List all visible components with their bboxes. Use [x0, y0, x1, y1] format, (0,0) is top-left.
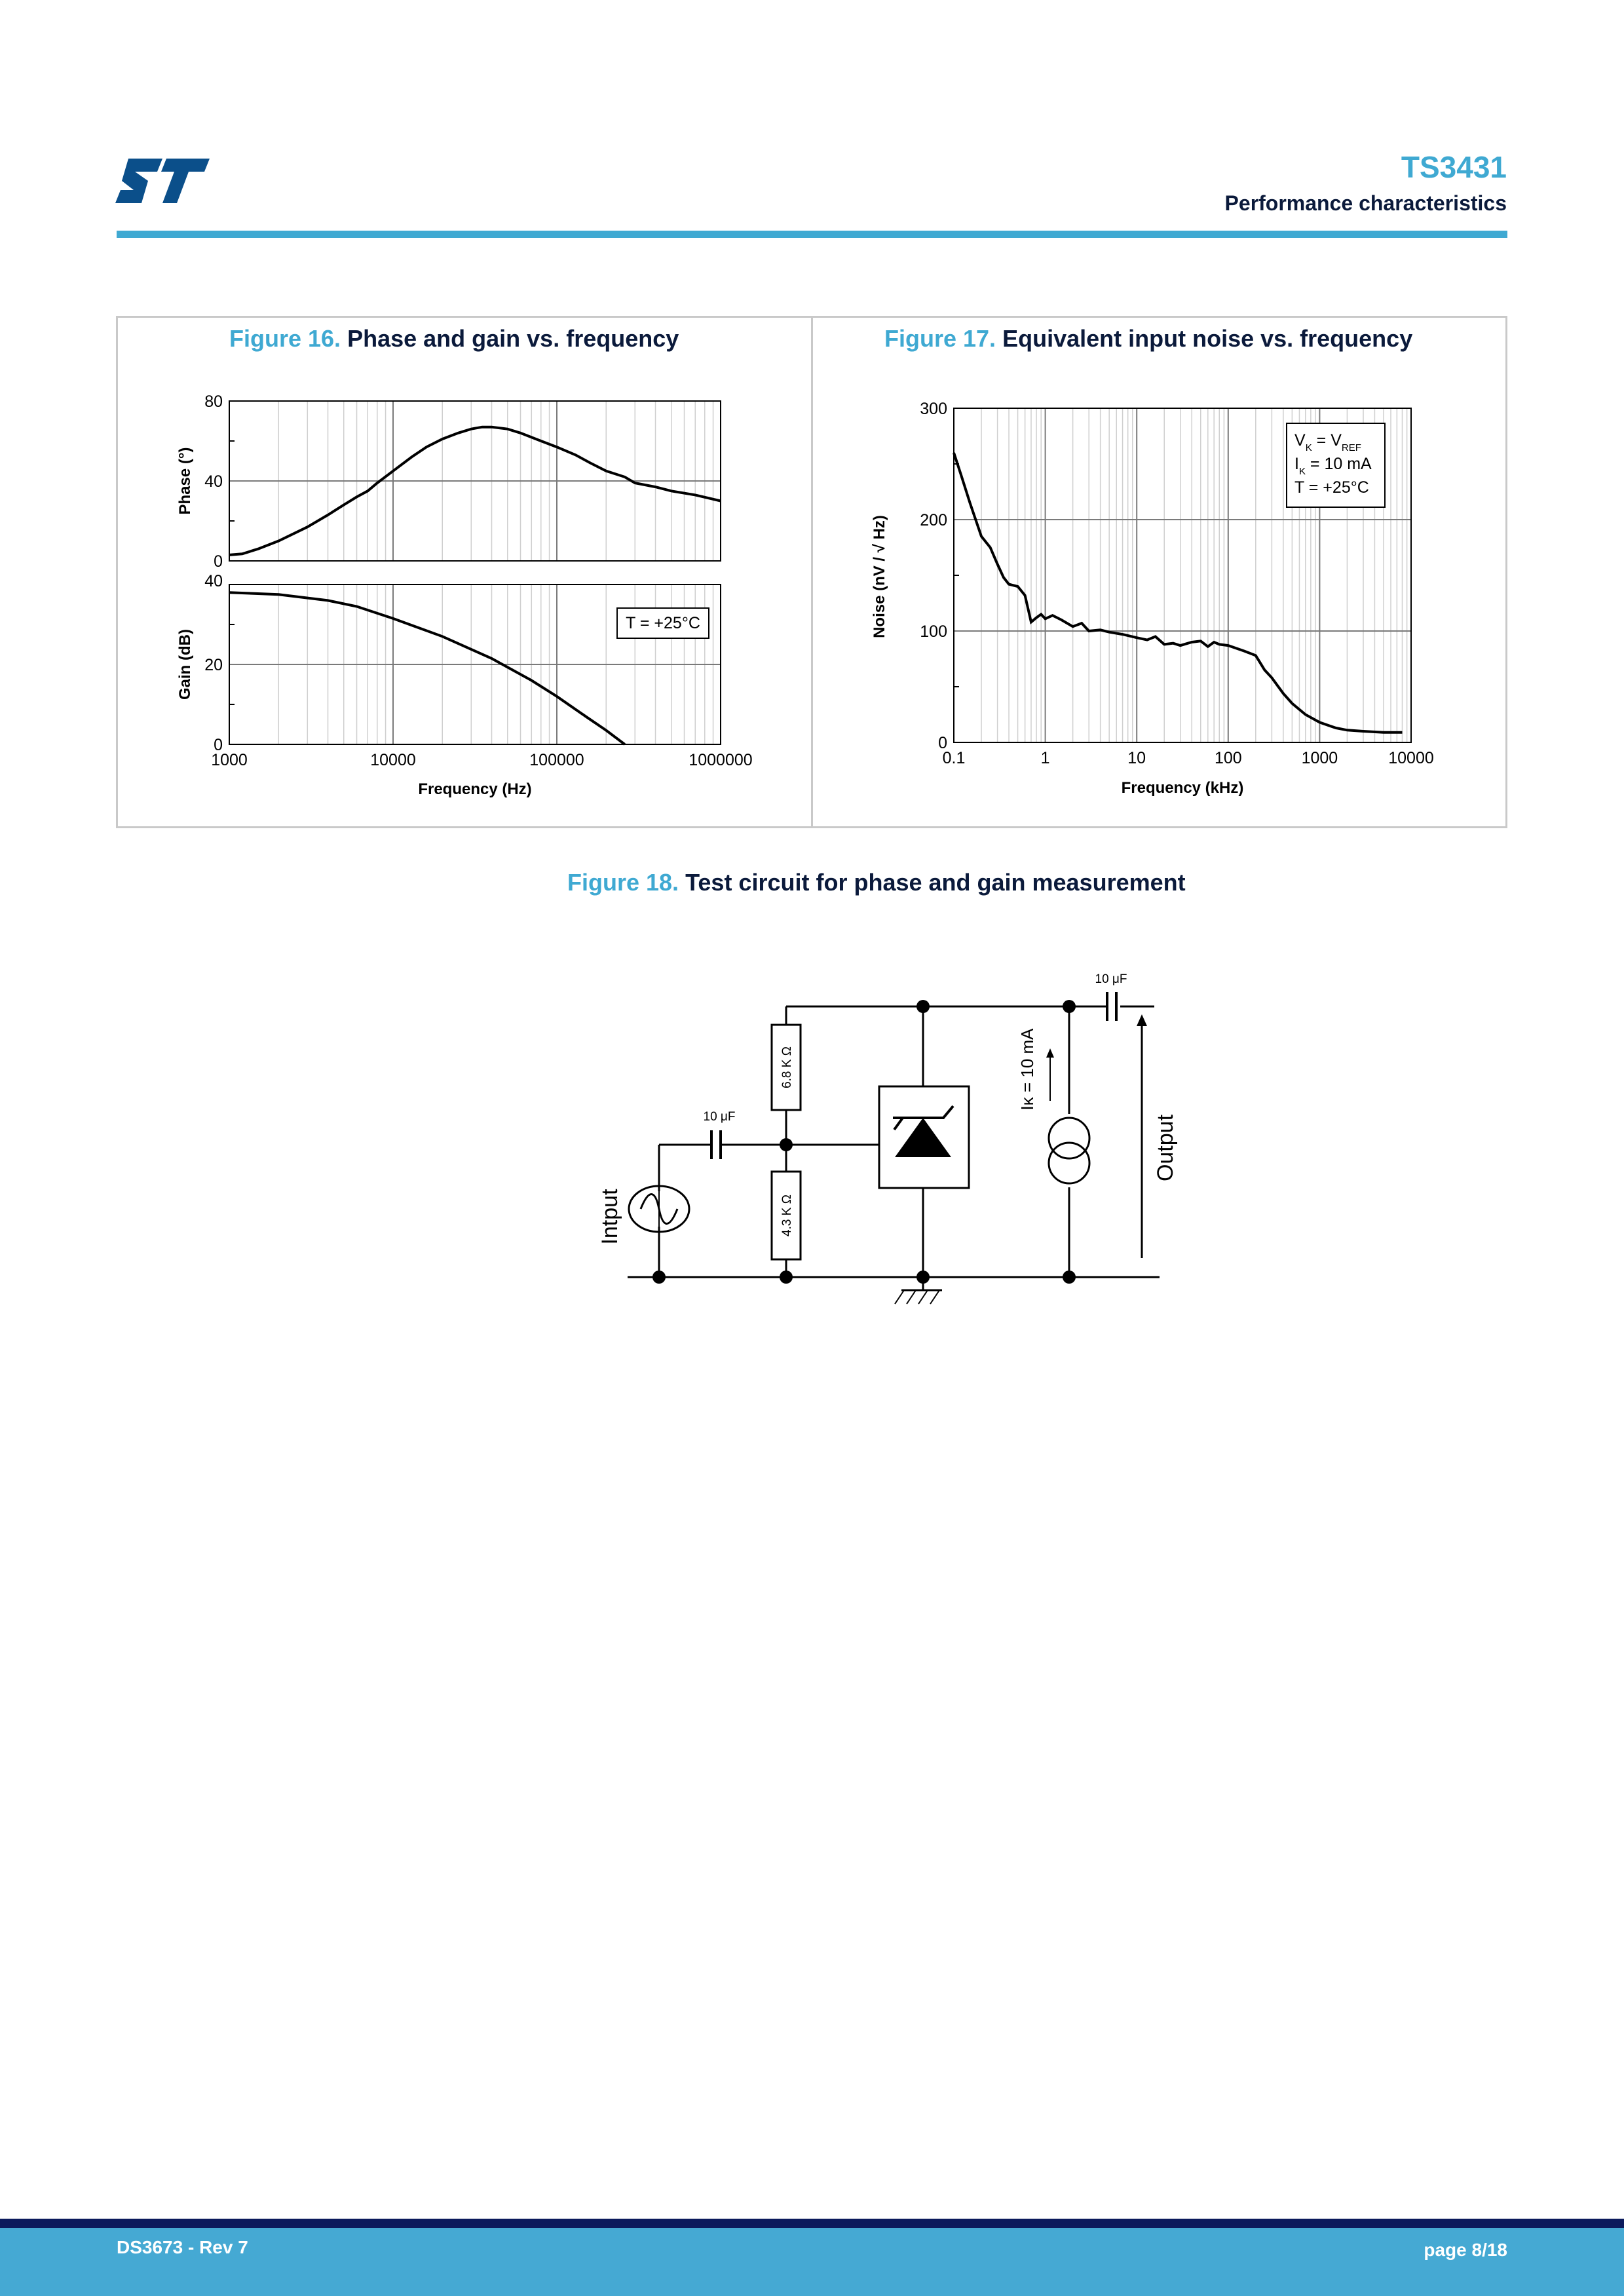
svg-text:IK = 10 mA: $I_K = 10$ mA — [1294, 455, 1372, 477]
input-label: Intput — [597, 1189, 622, 1245]
gain-tick-label: 0 — [214, 736, 223, 754]
figure-16-caption — [229, 325, 679, 353]
figure-18-number: Figure 18. — [567, 869, 679, 896]
test-circuit-diagram — [576, 957, 1192, 1324]
section-title: Performance characteristics — [1224, 191, 1507, 215]
frequency-tick-label: 1000000 — [689, 751, 753, 769]
noise-frequency-tick-label: 0.1 — [942, 749, 966, 767]
noise-frequency-tick-label: 100 — [1214, 749, 1242, 767]
noise-frequency-tick-label: 1000 — [1301, 749, 1338, 767]
current-label: Iκ = 10 mA — [1017, 1028, 1037, 1111]
st-logo — [115, 155, 210, 207]
input-capacitor-label: 10 μF — [703, 1110, 736, 1124]
document-id: DS3673 - Rev 7 — [117, 2237, 248, 2257]
gain-axis-label: Gain (dB) — [176, 629, 194, 700]
noise-chart — [865, 387, 1454, 813]
figure-16-title: Phase and gain vs. frequency — [347, 325, 679, 352]
figure-16-number: Figure 16. — [229, 325, 341, 352]
figure-18-title: Test circuit for phase and gain measurement — [685, 869, 1186, 896]
header-rule — [117, 231, 1507, 238]
frequency-tick-label: 100000 — [529, 751, 584, 769]
phase-series-line — [229, 427, 721, 555]
footer-rule — [0, 2219, 1624, 2228]
document-title: TS3431 — [1401, 150, 1507, 184]
noise-frequency-tick-label: 10 — [1127, 749, 1146, 767]
noise-frequency-tick-label: 10000 — [1388, 749, 1434, 767]
noise-tick-label: 100 — [920, 622, 947, 641]
figure-17-number: Figure 17. — [884, 325, 996, 352]
output-capacitor-label: 10 μF — [1095, 972, 1127, 986]
resistor-bottom-label: 4.3 K Ω — [780, 1195, 794, 1236]
frequency-tick-label: 1000 — [211, 751, 248, 769]
output-label: Output — [1153, 1114, 1178, 1182]
frequency-tick-label: 10000 — [370, 751, 416, 769]
gain-series-line — [229, 592, 625, 744]
noise-tick-label: 300 — [920, 400, 947, 418]
noise-axis-label: Noise (nV / √ Hz) — [871, 515, 888, 638]
svg-text:VK = VREF: $V_K = V_{REF}$ — [1294, 431, 1361, 453]
frequency-axis-label: Frequency (Hz) — [418, 780, 532, 798]
phase-axis-label: Phase (°) — [176, 447, 194, 515]
gain-tick-label: 20 — [204, 656, 223, 674]
noise-tick-label: 200 — [920, 511, 947, 529]
gain-tick-label: 40 — [204, 572, 223, 590]
conditions-annotation — [1287, 423, 1385, 507]
noise-tick-label: 0 — [938, 734, 947, 752]
figures-divider — [811, 317, 813, 827]
figure-17-title: Equivalent input noise vs. frequency — [1002, 325, 1413, 352]
noise-frequency-tick-label: 1 — [1040, 749, 1050, 767]
svg-text:T = +25°C: T = +25°C — [1294, 478, 1369, 497]
resistor-top-label: 6.8 K Ω — [780, 1046, 794, 1088]
phase-tick-label: 0 — [214, 552, 223, 571]
page-number: page 8/18 — [1424, 2240, 1507, 2260]
temperature-annotation: T = +25°C — [626, 614, 700, 632]
figure-18-caption — [567, 869, 1186, 896]
phase-tick-label: 80 — [204, 392, 223, 411]
noise-frequency-axis-label: Frequency (kHz) — [1121, 779, 1244, 797]
figure-17-caption — [884, 325, 1412, 353]
phase-gain-chart — [164, 380, 753, 813]
phase-tick-label: 40 — [204, 472, 223, 491]
